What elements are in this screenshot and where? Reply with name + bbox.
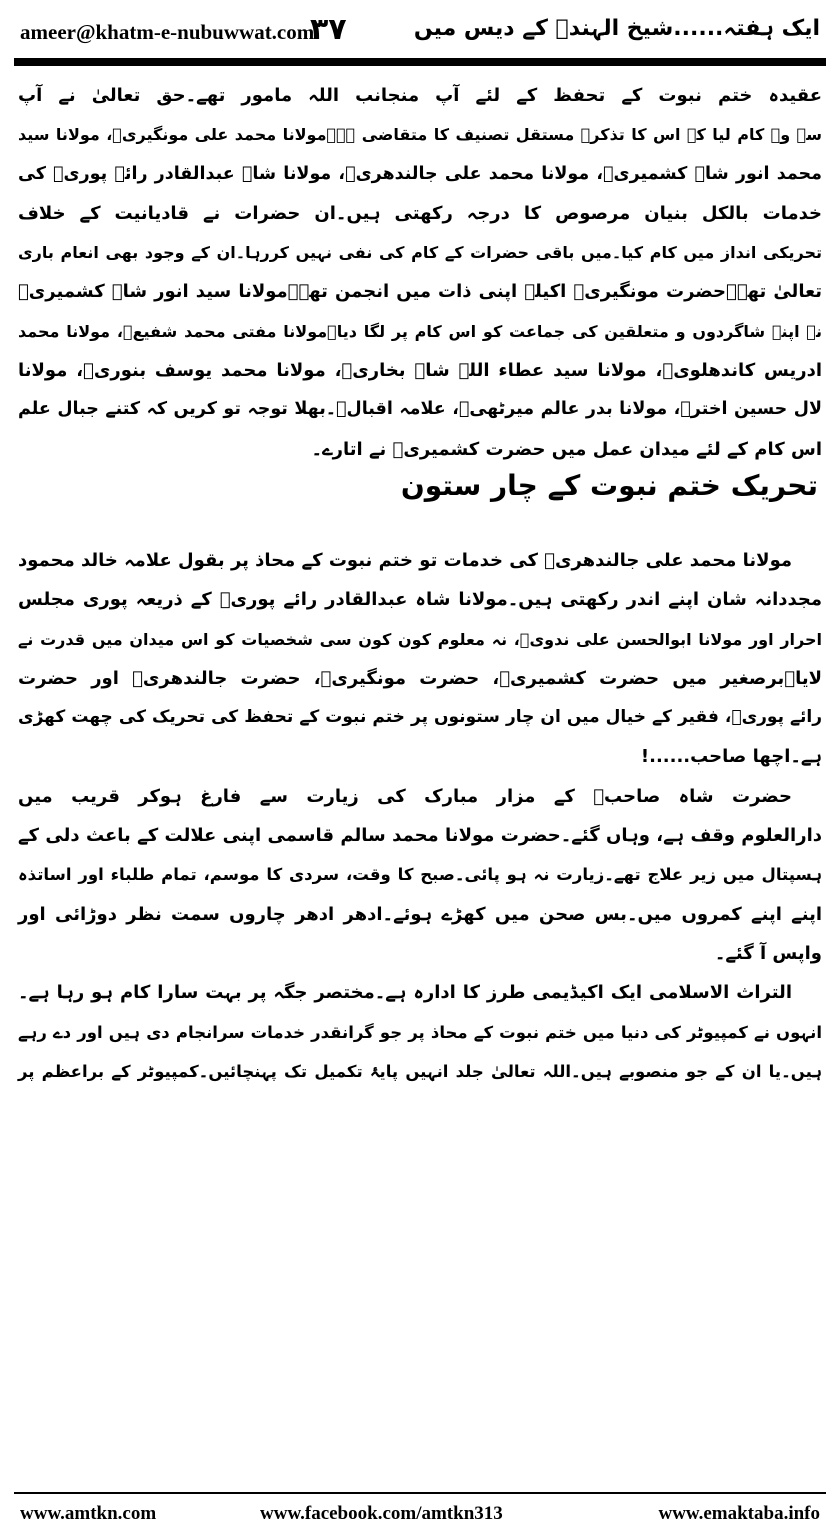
text-line: تعالیٰ تھے۔حضرت مونگیریؒ اکیلے اپنی ذات میں انجمن تھے۔مولانا سید انور شاہ کشمیریؒ: [18, 281, 822, 303]
text-line: انہوں نے کمپیوٹر کی دنیا میں ختم نبوت کے محاذ پر جو گرانقدر خدمات سرانجام دی ہیں اور دے رہے: [18, 1022, 822, 1042]
text-line: التراث الاسلامی ایک اکیڈیمی طرز کا ادارہ ہے۔مختصر جگہ پر بہت سارا کام ہو رہا ہے۔: [18, 982, 792, 1004]
page-footer: [20, 1503, 820, 1529]
text-line: رائے پوریؒ، فقیر کے خیال میں ان چار ستونوں پر ختم نبوت کے تحفظ کی تحریک کی چھت کھڑی: [18, 707, 822, 728]
footer-link-facebook[interactable]: www.facebook.com/amtkn313: [260, 1503, 503, 1524]
text-line: مولانا محمد علی جالندھریؒ کی خدمات تو ختم نبوت کے محاذ پر بقول علامہ خالد محمود: [18, 549, 792, 571]
text-line: دارالعلوم وقف ہے، وہاں گئے۔حضرت مولانا محمد سالم قاسمی اپنی علالت کے باعث دلی کے: [18, 825, 822, 847]
text-line: عقیدہ ختم نبوت کے تحفظ کے لئے آپ منجانب اللہ مامور تھے۔حق تعالیٰ نے آپ: [18, 85, 822, 106]
page-body: [18, 76, 822, 1091]
footer-link-emaktaba[interactable]: www.emaktaba.info: [658, 1503, 820, 1524]
text-line: محمد انور شاہ کشمیریؒ، مولانا محمد علی جالندھریؒ، مولانا شاہ عبدالقادر رائے پوریؒ کی: [18, 163, 822, 184]
text-line: لال حسین اخترؒ، مولانا بدر عالم میرٹھیؒ، علامہ اقبالؒ۔بھلا توجہ تو کریں کہ کتنے جبال علم: [18, 399, 822, 420]
text-line: خدمات بالکل بنیان مرصوص کا درجہ رکھتی ہیں۔ان حضرات نے قادیانیت کے خلاف: [18, 202, 822, 224]
text-line: لایا۔برصغیر میں حضرت کشمیریؒ، حضرت مونگیریؒ، حضرت جالندھریؒ اور حضرت: [18, 667, 822, 689]
text-line: تحریکی انداز میں کام کیا۔میں باقی حضرات کے کام کی نفی نہیں کررہا۔ان کے وجود بھی انعام باری: [18, 243, 822, 263]
text-line: ہسپتال میں زیر علاج تھے۔زیارت نہ ہو پائی۔صبح کا وقت، سردی کا موسم، تمام طلباء اور اساتذہ: [18, 865, 822, 885]
text-line: ادریس کاندھلویؒ، مولانا سید عطاء اللہ شاہ بخاریؒ، مولانا محمد یوسف بنوریؒ، مولانا: [18, 360, 822, 382]
text-line: نے اپنے شاگردوں و متعلقین کی جماعت کو اس کام پر لگا دیا۔مولانا مفتی محمد شفیعؒ، مولانا محمد: [18, 321, 822, 341]
text-line: ہے۔اچھا صاحب......!: [640, 746, 822, 768]
text-line: اس کام کے لئے میدان عمل میں حضرت کشمیریؒ نے اتارے۔: [311, 438, 822, 460]
page-number: ۳۷: [310, 12, 347, 47]
footer-link-amtkn[interactable]: www.amtkn.com: [20, 1503, 157, 1524]
text-line: مجددانہ شان اپنے اندر رکھتی ہیں۔مولانا شاہ عبدالقادر رائے پوریؒ کے ذریعہ پوری مجلس: [18, 589, 822, 611]
header-email: ameer@khatm-e-nubuwwat.com: [20, 20, 315, 44]
text-line: واپس آ گئے۔: [714, 942, 822, 964]
running-title: ایک ہفتہ......شیخ الہندؒ کے دیس میں: [413, 16, 820, 41]
text-line: احرار اور مولانا ابوالحسن علی ندویؒ، نہ معلوم کون کون سی شخصیات کو اس میدان میں قدرت نے: [18, 629, 822, 649]
text-line: اپنے اپنے کمروں میں۔بس صحن میں کھڑے ہوئے۔ادھر ادھر چاروں سمت نظر دوڑائی اور: [18, 903, 822, 925]
page-header: [20, 12, 820, 52]
text-line: سے وہ کام لیا کہ اس کا تذکرہ مستقل تصنیف کا متقاضی ہے۔مولانا محمد علی مونگیریؒ، مولانا سید: [18, 125, 822, 145]
text-line: ہیں۔یا ان کے جو منصوبے ہیں۔اللہ تعالیٰ جلد انہیں پایۂ تکمیل تک پہنچائیں۔کمپیوٹر کے براعظم پر: [18, 1061, 822, 1081]
section-heading: تحریک ختم نبوت کے چار ستون: [400, 468, 818, 502]
footer-rule: [14, 1492, 826, 1494]
header-rule: [14, 58, 826, 66]
text-line: حضرت شاہ صاحبؒ کے مزار مبارک کی زیارت سے فارغ ہوکر قریب میں: [18, 785, 792, 807]
